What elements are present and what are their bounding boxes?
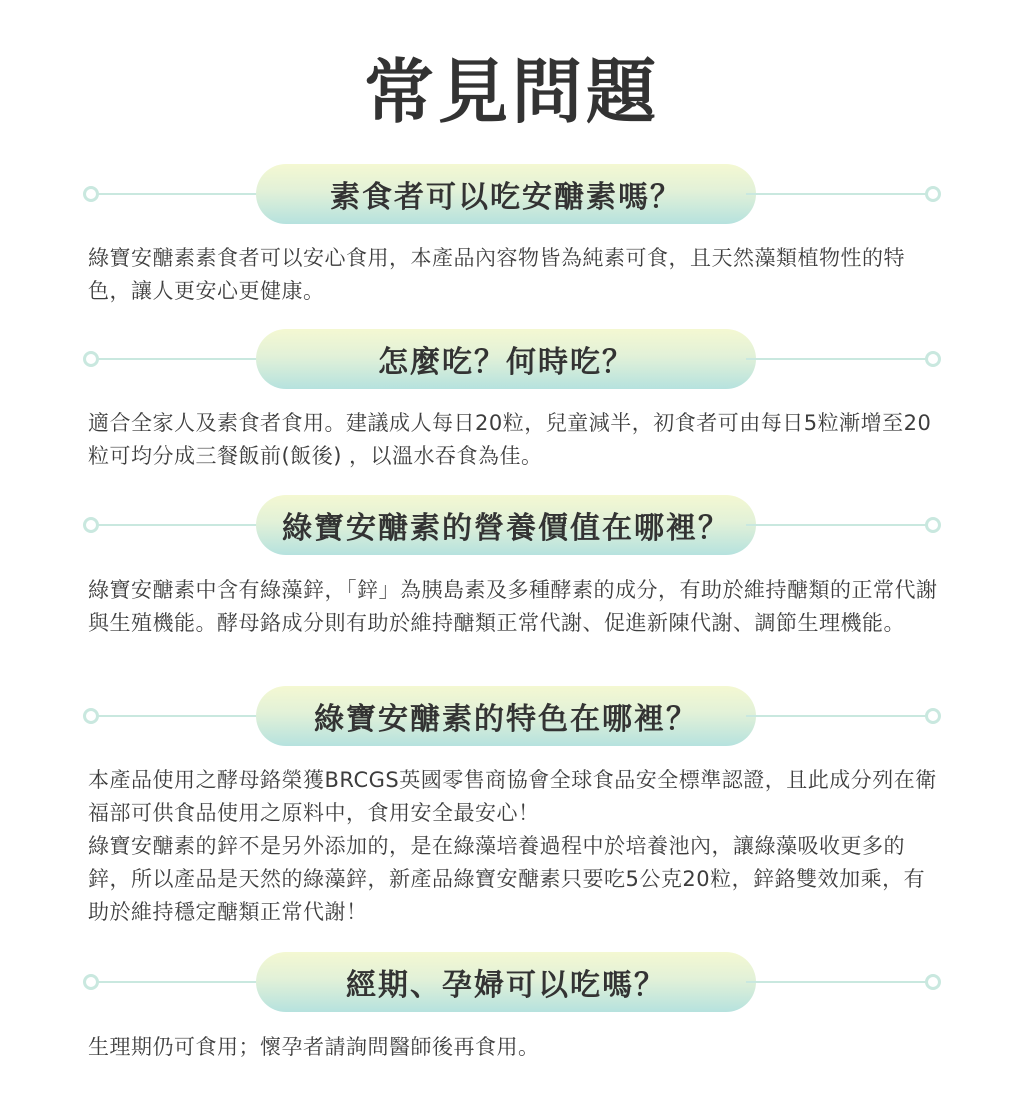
divider-line bbox=[96, 981, 266, 983]
faq-question: 經期、孕婦可以吃嗎？ bbox=[256, 952, 756, 1012]
faq-item-how-when bbox=[0, 329, 1024, 389]
faq-item-nutrition bbox=[0, 495, 1024, 555]
faq-question: 怎麼吃？何時吃？ bbox=[256, 329, 756, 389]
divider-line bbox=[746, 524, 930, 526]
circle-icon bbox=[925, 974, 941, 990]
faq-answer-paragraph: 適合全家人及素食者食用。建議成人每日20粒，兒童減半，初食者可由每日5粒漸增至20粒可均分成三餐飯前(飯後) ，以溫水吞食為佳。 bbox=[88, 411, 932, 468]
faq-question-header bbox=[0, 495, 1024, 555]
faq-answer-paragraph: 綠寶安醣素的鋅不是另外添加的，是在綠藻培養過程中於培養池內，讓綠藻吸收更多的鋅，所以產品是天然的綠藻鋅，新產品綠寶安醣素只要吃5公克20粒，鋅鉻雙效加乘，有助於維持穩定醣類正常代謝！ bbox=[88, 834, 926, 924]
faq-question: 素食者可以吃安醣素嗎？ bbox=[256, 164, 756, 224]
divider-line bbox=[746, 715, 930, 717]
faq-answer-paragraph: 本產品使用之酵母鉻榮獲BRCGS英國零售商協會全球食品安全標準認證，且此成分列在衛福部可供食品使用之原料中，食用安全最安心！ bbox=[88, 768, 937, 825]
faq-answer-paragraph: 綠寶安醣素素食者可以安心食用，本產品內容物皆為純素可食，且天然藻類植物性的特色，讓人更安心更健康。 bbox=[88, 246, 905, 303]
divider-line bbox=[96, 715, 266, 717]
divider-line bbox=[746, 193, 930, 195]
circle-icon bbox=[925, 351, 941, 367]
faq-item-features bbox=[0, 686, 1024, 746]
faq-answer bbox=[88, 407, 944, 473]
divider-line bbox=[96, 358, 266, 360]
circle-icon bbox=[925, 708, 941, 724]
circle-icon bbox=[925, 186, 941, 202]
divider-line bbox=[96, 193, 266, 195]
faq-item-vegetarian bbox=[0, 164, 1024, 224]
faq-item-pregnancy bbox=[0, 952, 1024, 1012]
circle-icon bbox=[925, 517, 941, 533]
faq-answer-paragraph: 綠寶安醣素中含有綠藻鋅，「鋅」為胰島素及多種酵素的成分，有助於維持醣類的正常代謝與生殖機能。酵母鉻成分則有助於維持醣類正常代謝、促進新陳代謝、調節生理機能。 bbox=[88, 578, 938, 635]
faq-question-header bbox=[0, 686, 1024, 746]
faq-answer bbox=[88, 242, 944, 308]
divider-line bbox=[96, 524, 266, 526]
faq-question: 綠寶安醣素的營養價值在哪裡？ bbox=[256, 495, 756, 555]
faq-question-header bbox=[0, 952, 1024, 1012]
faq-answer bbox=[88, 764, 944, 929]
faq-question-header bbox=[0, 329, 1024, 389]
faq-question: 綠寶安醣素的特色在哪裡？ bbox=[256, 686, 756, 746]
faq-answer bbox=[88, 1031, 944, 1064]
divider-line bbox=[746, 358, 930, 360]
divider-line bbox=[746, 981, 930, 983]
faq-answer bbox=[88, 574, 944, 640]
faq-answer-paragraph: 生理期仍可食用；懷孕者請詢問醫師後再食用。 bbox=[88, 1035, 540, 1059]
faq-question-header bbox=[0, 164, 1024, 224]
page-title: 常見問題 bbox=[364, 51, 660, 133]
